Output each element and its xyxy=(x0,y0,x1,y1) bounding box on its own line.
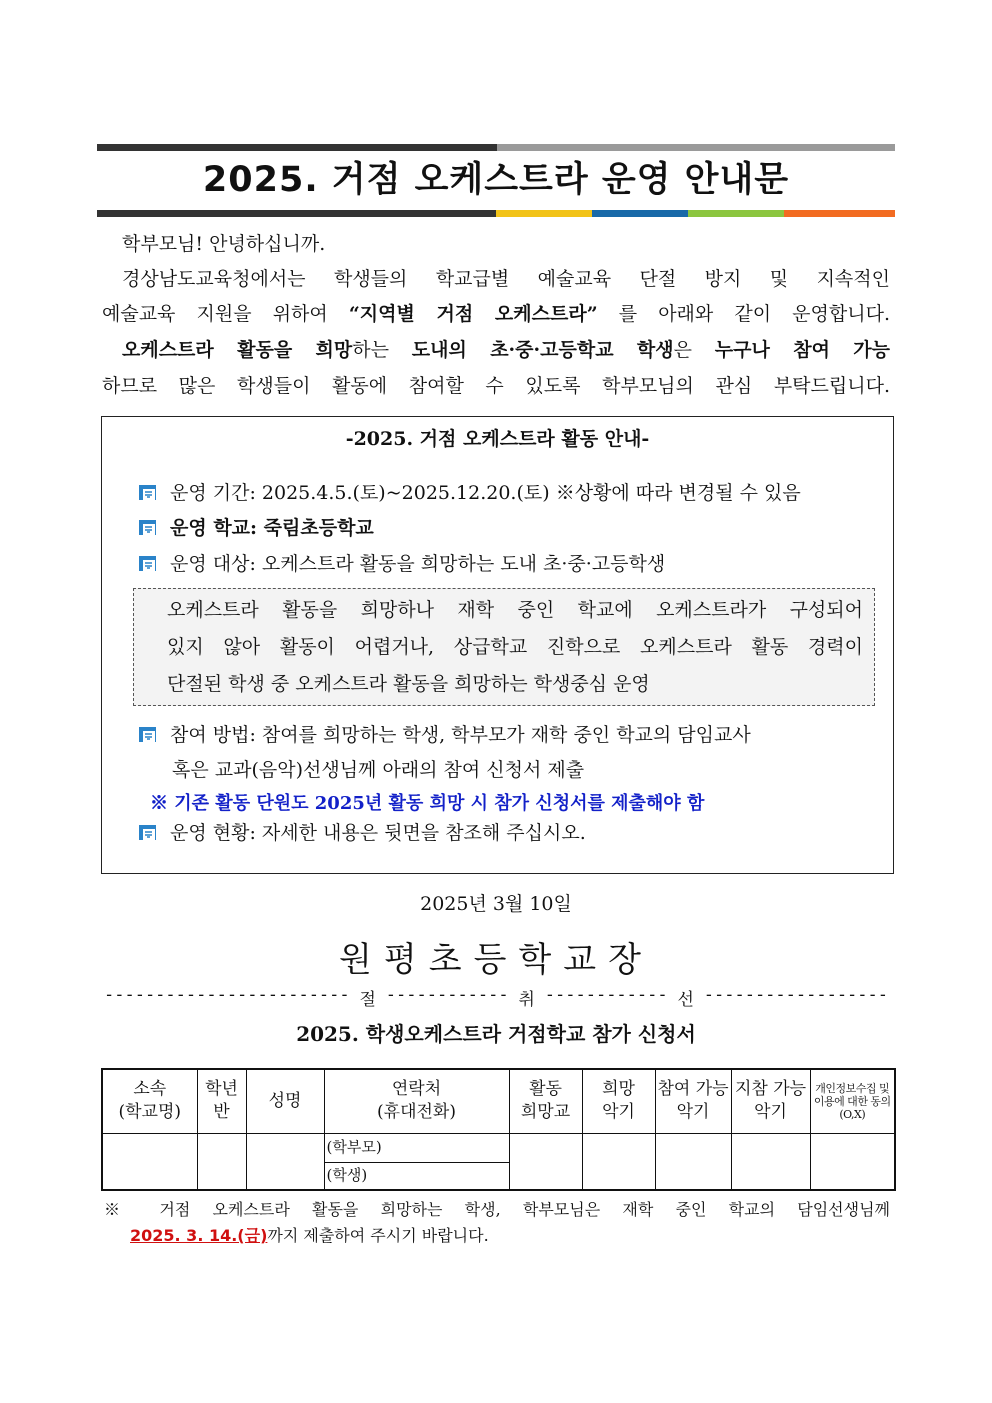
input-playable-instrument[interactable] xyxy=(655,1133,731,1190)
deadline-date: 2025. 3. 14.(금) xyxy=(130,1226,268,1245)
input-privacy-consent[interactable] xyxy=(810,1133,895,1190)
info-item-method: 참여 방법: 참여를 희망하는 학생, 학부모가 재학 중인 학교의 담임교사 xyxy=(138,720,751,747)
book-icon xyxy=(138,822,158,842)
intro-line: 오케스트라 활동을 희망하는 도내의 초·중·고등학교 학생은 누구나 참여 가능 xyxy=(122,339,891,361)
detail-line: 단절된 학생 중 오케스트라 활동을 희망하는 학생중심 운영 xyxy=(167,673,650,695)
title-bottom-bar xyxy=(97,210,895,217)
target-detail-box xyxy=(133,588,875,706)
info-item-school: 운영 학교: 죽림초등학교 xyxy=(138,513,374,540)
input-hub-school[interactable] xyxy=(509,1133,582,1190)
book-icon xyxy=(138,724,158,744)
application-form-table xyxy=(101,1068,896,1191)
input-bring-instrument[interactable] xyxy=(731,1133,810,1190)
input-name[interactable] xyxy=(246,1133,324,1190)
issue-date: 2025년 3월 10일 xyxy=(420,893,572,915)
input-desired-instrument[interactable] xyxy=(582,1133,655,1190)
book-icon xyxy=(138,553,158,573)
header-bring-instrument: 지참 가능 악기 xyxy=(731,1069,810,1133)
info-item-status: 운영 현황: 자세한 내용은 뒷면을 참조해 주십시오. xyxy=(138,818,586,845)
info-box-title: -2025. 거점 오케스트라 활동 안내- xyxy=(345,428,650,450)
header-hub-school: 활동 희망교 xyxy=(509,1069,582,1133)
header-playable-instrument: 참여 가능 악기 xyxy=(655,1069,731,1133)
intro-line: 예술교육 지원을 위하여 “지역별 거점 오케스트라” 를 아래와 같이 운영합니다. xyxy=(102,303,890,325)
title-top-bar xyxy=(97,144,895,151)
page-title: 2025. 거점 오케스트라 운영 안내문 xyxy=(202,160,790,200)
form-title: 2025. 학생오케스트라 거점학교 참가 신청서 xyxy=(296,1022,696,1046)
warning-note: ※ 기존 활동 단원도 2025년 활동 희망 시 참가 신청서를 제출해야 함 xyxy=(150,793,705,814)
input-parent-phone[interactable]: (학부모) xyxy=(324,1133,509,1162)
header-contact: 연락처 (휴대전화) xyxy=(324,1069,509,1133)
info-item-period: 운영 기간: 2025.4.5.(토)~2025.12.20.(토) ※상황에 따라 변경될 수 있음 xyxy=(138,478,801,505)
header-privacy-consent: 개인정보수집 및 이용에 대한 동의 (O,X) xyxy=(810,1069,895,1133)
intro-line: 하므로 많은 학생들이 활동에 참여할 수 있도록 학부모님의 관심 부탁드립니다. xyxy=(102,375,890,397)
detail-line: 있지 않아 활동이 어렵거나, 상급학교 진학으로 오케스트라 활동 경력이 xyxy=(167,636,863,658)
book-icon xyxy=(138,517,158,537)
footnote-line1: ※ 거점 오케스트라 활동을 희망하는 학생, 학부모님은 재학 중인 학교의 담임선생님께 xyxy=(104,1200,890,1219)
input-grade[interactable] xyxy=(197,1133,246,1190)
header-grade: 학년 반 xyxy=(197,1069,246,1133)
principal-signature: 원평초등학교장 xyxy=(339,940,653,980)
info-item-target: 운영 대상: 오케스트라 활동을 희망하는 도내 초·중·고등학생 xyxy=(138,549,665,576)
cut-line: ------------------------ 절 ------------ 취 ------------ 선 ------------------ xyxy=(104,985,888,1010)
intro-line: 경상남도교육청에서는 학생들의 학교급별 예술교육 단절 방지 및 지속적인 xyxy=(122,268,890,290)
info-item-method-cont: 혹은 교과(음악)선생님께 아래의 참여 신청서 제출 xyxy=(172,759,585,781)
footnote-line2: 2025. 3. 14.(금)까지 제출하여 주시기 바랍니다. xyxy=(130,1226,489,1245)
input-student-phone[interactable]: (학생) xyxy=(324,1162,509,1190)
header-name: 성명 xyxy=(246,1069,324,1133)
detail-line: 오케스트라 활동을 희망하나 재학 중인 학교에 오케스트라가 구성되어 xyxy=(167,599,863,621)
book-icon xyxy=(138,482,158,502)
greeting: 학부모님! 안녕하십니까. xyxy=(122,233,326,255)
input-school[interactable] xyxy=(102,1133,197,1190)
header-desired-instrument: 희망 악기 xyxy=(582,1069,655,1133)
header-school: 소속 (학교명) xyxy=(102,1069,197,1133)
